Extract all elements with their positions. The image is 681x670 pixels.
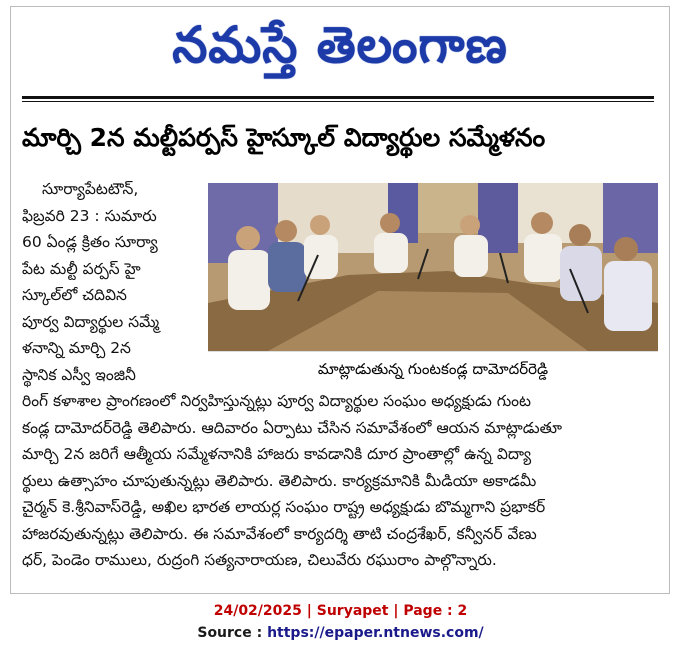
- column-line: స్కూల్‌లో చదివిన: [22, 286, 127, 304]
- body-line: రింగ్ కళాశాల ప్రాంగణంలో నిర్వహిస్తున్నట్లు పూర్వ విద్యార్థుల సంఘం అధ్యక్షుడు గుంట: [22, 392, 532, 410]
- photo-caption-bar: [208, 351, 658, 386]
- body-line: చైర్మన్ కె.శ్రీనివాస్‌రెడ్డి, అఖిల భారత లాయర్ల సంఘం రాష్ట్ర అధ్యక్షుడు బొమ్మగాని ప్రభాకర్: [22, 498, 546, 516]
- source-link[interactable]: https://epaper.ntnews.com/: [267, 625, 484, 641]
- column-line: ళనాన్ని మార్చి 2న: [22, 339, 131, 357]
- photo-caption: మాట్లాడుతున్న గుంటకండ్ల దామోదర్‌రెడ్డి: [317, 360, 549, 378]
- column-line: సూర్యాపేటటౌన్,: [42, 180, 139, 198]
- article-headline: మార్చి 2న మల్టీపర్పస్ హైస్కూల్ విద్యార్థుల సమ్మేళనం: [22, 123, 546, 152]
- meeting-photo: [208, 183, 658, 351]
- article-body-text: [22, 388, 658, 574]
- column-line: పూర్వ విద్యార్థుల సమ్మే: [22, 312, 160, 331]
- column-line: 60 ఏండ్ల క్రితం సూర్యా: [22, 233, 158, 251]
- column-line: పేట మల్టీ పర్పస్ హై: [22, 259, 141, 278]
- column-line: స్థానిక ఎస్వీ ఇంజినీ: [22, 365, 136, 384]
- masthead-rule: [22, 96, 654, 99]
- meeting-photo-illustration: [208, 183, 658, 351]
- page-footer: [0, 600, 681, 644]
- newspaper-masthead: నమస్తే తెలంగాణ: [172, 16, 508, 74]
- body-line: మార్చి 2న జరిగే ఆత్మీయ సమ్మేళనానికి హాజరు కావడానికి దూర ప్రాంతాల్లో ఉన్న విద్యా: [22, 445, 532, 463]
- masthead-rule-thin: [22, 101, 654, 102]
- article-column-text: [22, 176, 208, 388]
- source-label: Source :: [197, 625, 268, 641]
- column-line: ఫిబ్రవరి 23 : సుమారు: [22, 206, 157, 225]
- body-line: కండ్ల దామోదర్‌రెడ్డి తెలిపారు. ఆదివారం ఏర్పాటు చేసిన సమావేశంలో ఆయన మాట్లాడుతూ: [22, 418, 562, 437]
- body-line: హాజరవుతున్నట్లు తెలిపారు. ఈ సమావేశంలో కార్యదర్శి తాటి చంద్రశేఖర్, కన్వీనర్ వేణు: [22, 524, 537, 543]
- body-line: ర్థులు ఉత్సాహం చూపుతున్నట్లు తెలిపారు. తెలిపారు. కార్యక్రమానికి మీడియా అకాడమీ: [22, 471, 537, 490]
- footer-source: [0, 622, 681, 644]
- body-line: ధర్, పెండెం రాములు, రుద్రంగి సత్యనారాయణ, చిలువేరు రఘురాం పాల్గొన్నారు.: [22, 551, 497, 569]
- footer-dateline: 24/02/2025 | Suryapet | Page : 2: [213, 603, 468, 619]
